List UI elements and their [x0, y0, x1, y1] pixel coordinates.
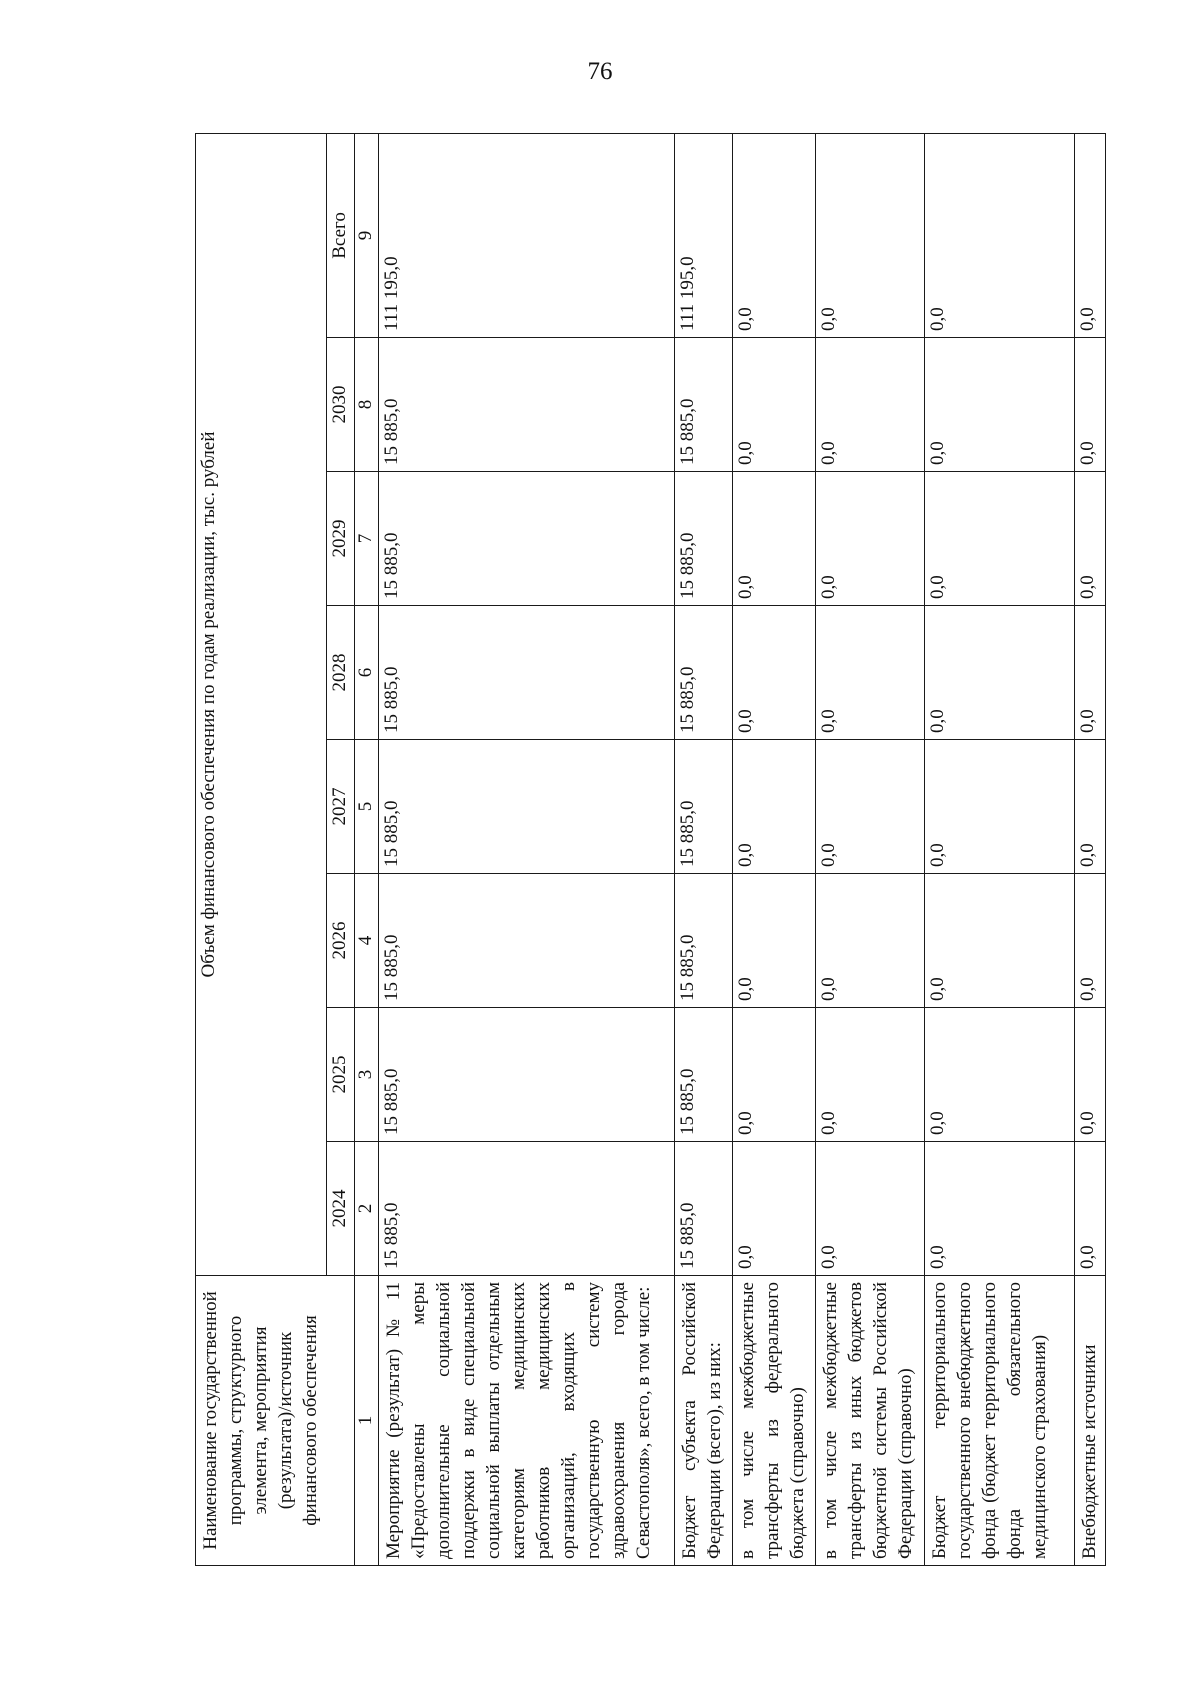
- value-cell: 0,0: [1074, 1142, 1105, 1276]
- year-2024-header: 2024: [327, 1142, 355, 1276]
- year-2030-header: 2030: [327, 338, 355, 472]
- header-volume-cell: Объем финансового обеспечения по годам реализации, тыс. рублей: [196, 133, 327, 1275]
- value-cell: 15 885,0: [675, 740, 732, 874]
- column-number: 9: [355, 133, 379, 337]
- value-cell: 0,0: [924, 1008, 1074, 1142]
- value-cell: 15 885,0: [675, 338, 732, 472]
- value-cell: 0,0: [1074, 1008, 1105, 1142]
- value-cell: 0,0: [815, 740, 924, 874]
- value-cell: 0,0: [924, 740, 1074, 874]
- value-cell: 0,0: [1074, 133, 1105, 337]
- value-cell: 0,0: [1074, 740, 1105, 874]
- value-cell: 0,0: [732, 472, 815, 606]
- row-name: в том числе межбюджетные трансферты из федерального бюджета (справочно): [732, 1276, 815, 1566]
- value-cell: 0,0: [924, 606, 1074, 740]
- page-number: 76: [587, 58, 613, 85]
- column-number: 6: [355, 606, 379, 740]
- value-cell: 0,0: [924, 472, 1074, 606]
- value-cell: 0,0: [815, 1142, 924, 1276]
- value-cell: 15 885,0: [379, 874, 675, 1008]
- row-name: Бюджет субъекта Российской Федерации (всего), из них:: [675, 1276, 732, 1566]
- row-name: Бюджет территориального государственного внебюджетного фонда (бюджет территориального фонда обязательного медицинского страхования): [924, 1276, 1074, 1566]
- table-row: [815, 133, 924, 1565]
- value-cell: 0,0: [924, 133, 1074, 337]
- value-cell: 15 885,0: [379, 1008, 675, 1142]
- year-2028-header: 2028: [327, 606, 355, 740]
- column-number: 2: [355, 1142, 379, 1276]
- value-cell: 15 885,0: [379, 472, 675, 606]
- value-cell: 15 885,0: [675, 1008, 732, 1142]
- value-cell: 15 885,0: [379, 606, 675, 740]
- value-cell: 0,0: [924, 874, 1074, 1008]
- table-row: [1074, 133, 1105, 1565]
- column-number: 5: [355, 740, 379, 874]
- value-cell: 0,0: [815, 133, 924, 337]
- table-row: [379, 133, 675, 1565]
- value-cell: 0,0: [924, 338, 1074, 472]
- value-cell: 0,0: [732, 133, 815, 337]
- table-row: [732, 133, 815, 1565]
- value-cell: 0,0: [732, 1142, 815, 1276]
- value-cell: 0,0: [815, 1008, 924, 1142]
- value-cell: 0,0: [732, 740, 815, 874]
- value-cell: 0,0: [732, 338, 815, 472]
- table-row: [924, 133, 1074, 1565]
- value-cell: 15 885,0: [379, 740, 675, 874]
- year-2027-header: 2027: [327, 740, 355, 874]
- financing-table: [195, 133, 1106, 1566]
- header-name-cell: Наименование государственной программы, структурного элемента, мероприятия (результата)/источник финансового обеспечения: [196, 1276, 355, 1566]
- row-name: Мероприятие (результат) № 11 «Предоставлены меры дополнительные социальной поддержки в виде специальной социальной выплаты отдельным категориям медицинских работников медицинских организаций, входящих в государственную систему здравоохранения города Севастополя», всего, в том числе:: [379, 1276, 675, 1566]
- column-number: 3: [355, 1008, 379, 1142]
- total-header: Всего: [327, 133, 355, 337]
- value-cell: 0,0: [732, 606, 815, 740]
- value-cell: 0,0: [1074, 338, 1105, 472]
- value-cell: 15 885,0: [675, 606, 732, 740]
- year-2026-header: 2026: [327, 874, 355, 1008]
- value-cell: 15 885,0: [675, 472, 732, 606]
- column-number: 8: [355, 338, 379, 472]
- row-name: Внебюджетные источники: [1074, 1276, 1105, 1566]
- row-name: в том числе межбюджетные трансферты из иных бюджетов бюджетной системы Российской Федерации (справочно): [815, 1276, 924, 1566]
- value-cell: 0,0: [732, 1008, 815, 1142]
- value-cell: 0,0: [1074, 874, 1105, 1008]
- rotated-table-wrapper: [195, 134, 1106, 1566]
- column-number: 1: [355, 1276, 379, 1566]
- column-numbers-row: [355, 133, 379, 1565]
- header-row-top: [196, 133, 327, 1565]
- column-number: 7: [355, 472, 379, 606]
- value-cell: 0,0: [924, 1142, 1074, 1276]
- year-2025-header: 2025: [327, 1008, 355, 1142]
- value-cell: 15 885,0: [675, 874, 732, 1008]
- year-2029-header: 2029: [327, 472, 355, 606]
- value-cell: 0,0: [732, 874, 815, 1008]
- table-row: [675, 133, 732, 1565]
- value-cell: 15 885,0: [379, 338, 675, 472]
- column-number: 4: [355, 874, 379, 1008]
- value-cell: 111 195,0: [675, 133, 732, 337]
- value-cell: 0,0: [815, 472, 924, 606]
- value-cell: 0,0: [815, 874, 924, 1008]
- value-cell: 0,0: [1074, 606, 1105, 740]
- value-cell: 0,0: [815, 338, 924, 472]
- value-cell: 111 195,0: [379, 133, 675, 337]
- value-cell: 15 885,0: [379, 1142, 675, 1276]
- value-cell: 15 885,0: [675, 1142, 732, 1276]
- value-cell: 0,0: [1074, 472, 1105, 606]
- value-cell: 0,0: [815, 606, 924, 740]
